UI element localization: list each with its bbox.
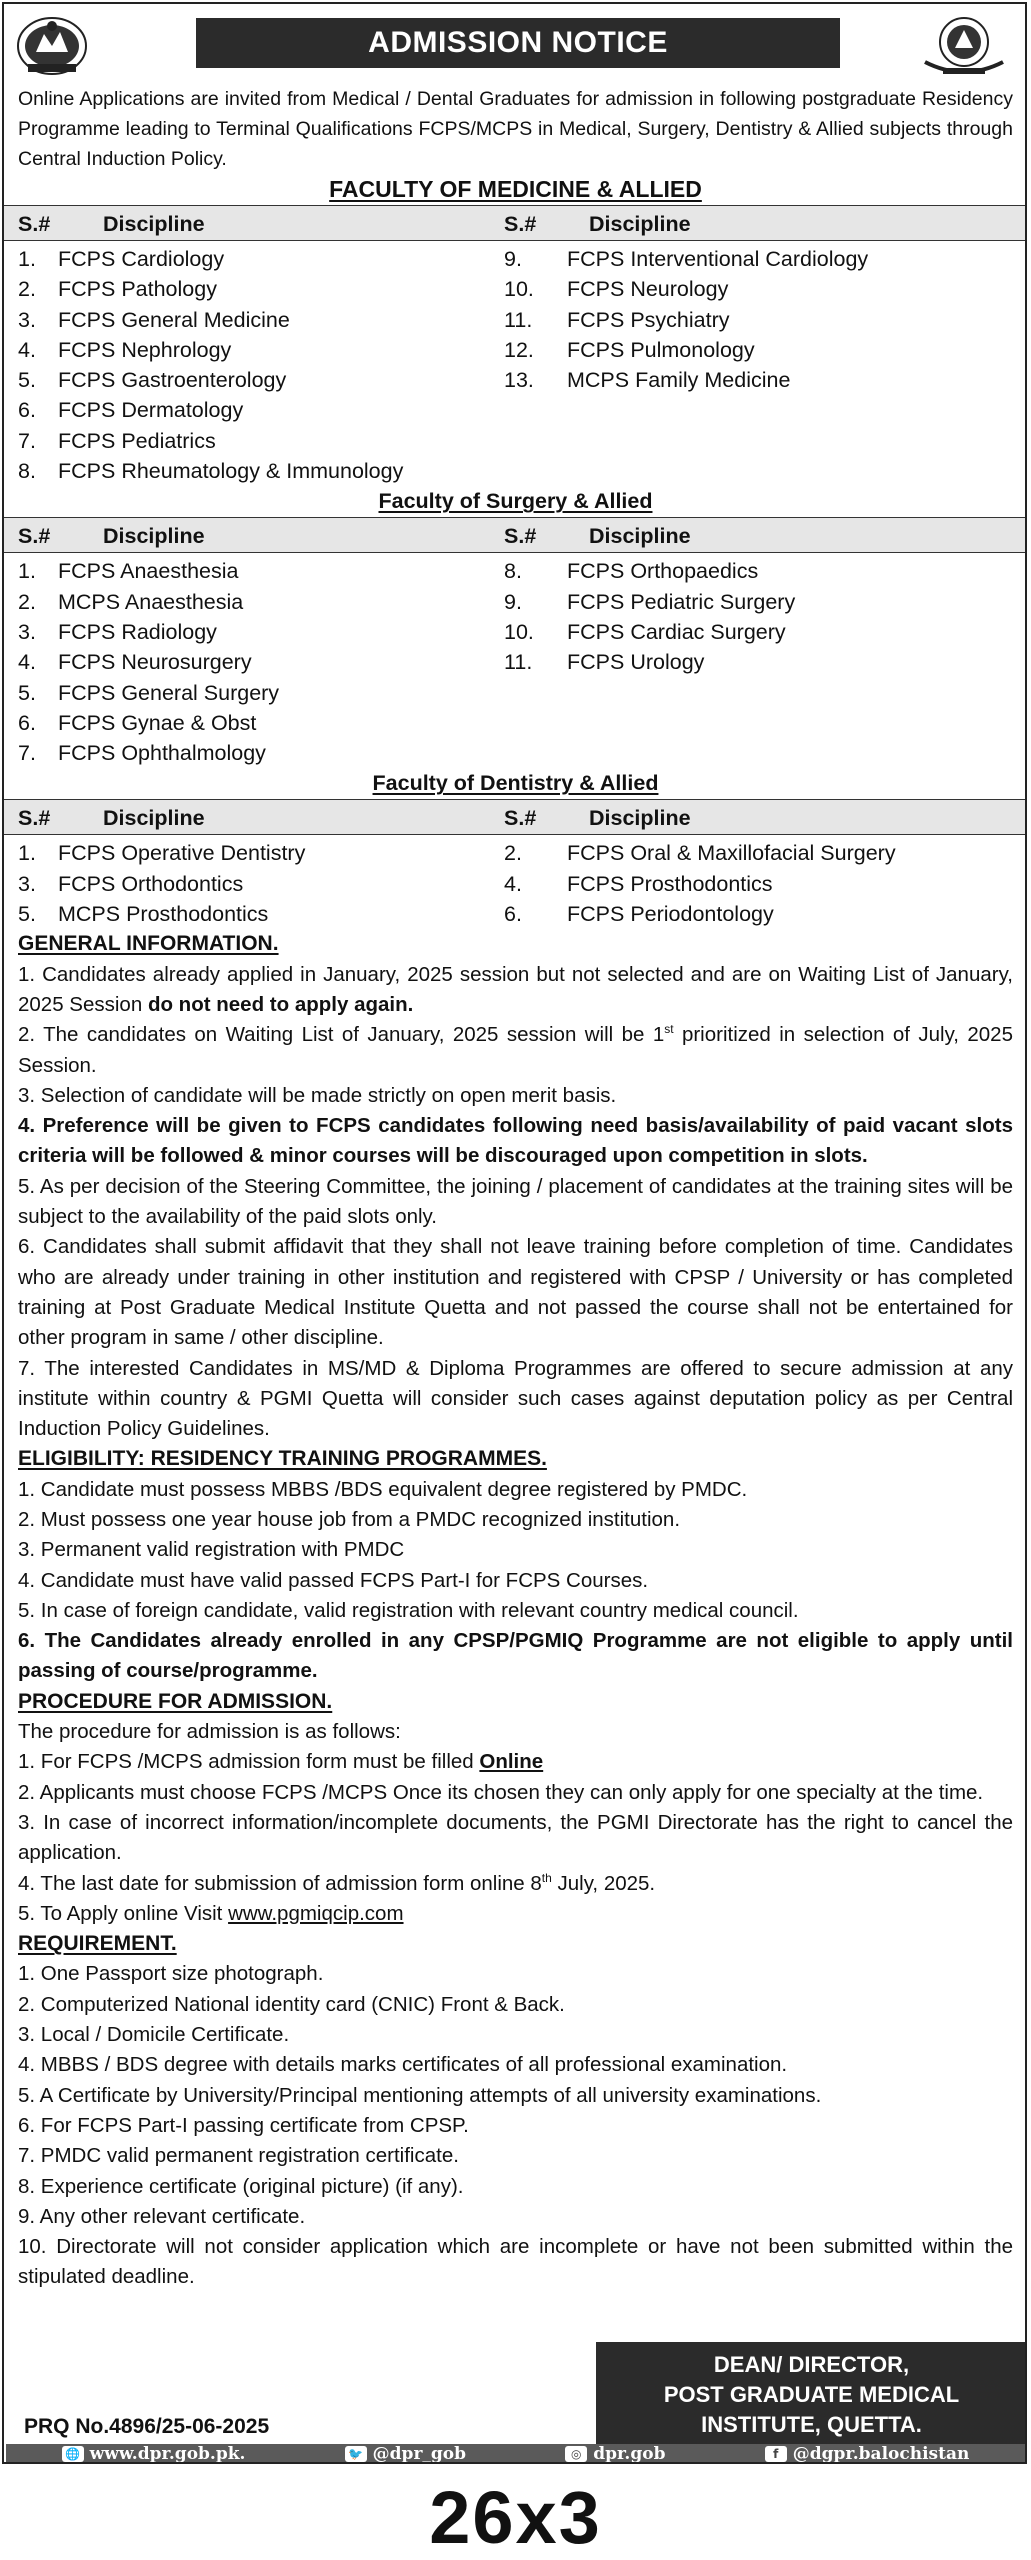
sno-header: S.# bbox=[18, 806, 51, 831]
list-item: 1. FCPS Cardiology bbox=[18, 247, 225, 271]
discipline-header: Discipline bbox=[103, 806, 205, 831]
sno-header: S.# bbox=[504, 524, 537, 549]
footer-twitter[interactable]: 🐦 @dpr_gob bbox=[345, 2444, 466, 2464]
procedure-heading: PROCEDURE FOR ADMISSION. bbox=[18, 1689, 333, 1713]
list-item: 10. FCPS Neurology bbox=[504, 277, 729, 302]
pgmi-institute-logo bbox=[915, 12, 1013, 78]
prq-number: PRQ No.4896/25-06-2025 bbox=[24, 2415, 270, 2438]
procedure-item: 5. To Apply online Visit www.pgmiqcip.com bbox=[18, 1901, 404, 1925]
list-item: 9. FCPS Interventional Cardiology bbox=[504, 247, 869, 271]
eligibility-item: 3. Permanent valid registration with PMDC bbox=[18, 1538, 405, 1562]
requirement-item: 9. Any other relevant certificate. bbox=[18, 2204, 306, 2228]
signature-line: INSTITUTE, QUETTA. bbox=[701, 2412, 922, 2437]
requirement-item: 10. Directorate will not consider application which are incomplete or have not been submitted within the stipulated deadline. bbox=[18, 2235, 1013, 2289]
twitter-icon: 🐦 bbox=[345, 2446, 367, 2462]
requirement-item: 6. For FCPS Part-I passing certificate from CPSP. bbox=[18, 2113, 469, 2137]
procedure-lead: The procedure for admission is as follows: bbox=[18, 1720, 401, 1744]
eligibility-item: 6. The Candidates already enrolled in any CPSP/PGMIQ Programme are not eligible to apply until passing of course/programme. bbox=[18, 1629, 1013, 1683]
general-info-item: 5. As per decision of the Steering Committee, the joining / placement of candidates at the training sites will be subject to the availability of the paid slots only. bbox=[18, 1174, 1013, 1229]
eligibility-item: 5. In case of foreign candidate, valid registration with relevant country medical council. bbox=[18, 1598, 799, 1622]
sno-header: S.# bbox=[504, 806, 537, 831]
signature-line: POST GRADUATE MEDICAL bbox=[663, 2382, 960, 2407]
list-item: 8. FCPS Orthopaedics bbox=[504, 559, 759, 584]
footer-facebook[interactable]: f @dgpr.balochistan bbox=[765, 2444, 970, 2464]
procedure-item: 1. For FCPS /MCPS admission form must be filled Online bbox=[18, 1750, 544, 1774]
list-item: 5. FCPS General Surgery bbox=[18, 680, 280, 705]
procedure-item: 4. The last date for submission of admission form online 8th July, 2025. bbox=[18, 1870, 656, 1895]
instagram-icon: ◎ bbox=[565, 2446, 587, 2462]
requirement-item: 1. One Passport size photograph. bbox=[18, 1962, 324, 1986]
discipline-header: Discipline bbox=[589, 212, 691, 236]
eligibility-item: 2. Must possess one year house job from a PMDC recognized institution. bbox=[18, 1507, 681, 1531]
eligibility-item: 4. Candidate must have valid passed FCPS Part-I for FCPS Courses. bbox=[18, 1568, 649, 1592]
requirement-item: 8. Experience certificate (original picture) (if any). bbox=[18, 2174, 464, 2198]
requirement-item: 2. Computerized National identity card (CNIC) Front & Back. bbox=[18, 1992, 565, 2016]
discipline-header: Discipline bbox=[103, 524, 205, 549]
ad-size-code: 26x3 bbox=[429, 2476, 602, 2559]
discipline-header: Discipline bbox=[589, 806, 691, 831]
list-item: 11. FCPS Urology bbox=[504, 650, 705, 675]
footer-instagram[interactable]: ◎ dpr.gob bbox=[565, 2444, 665, 2464]
list-item: 2. FCPS Oral & Maxillofacial Surgery bbox=[504, 841, 896, 866]
faculty-dentistry-table-header bbox=[4, 799, 1027, 835]
list-item: 4. FCPS Neurosurgery bbox=[18, 650, 252, 675]
faculty-medicine-list bbox=[18, 241, 1013, 486]
list-item: 9. FCPS Pediatric Surgery bbox=[504, 589, 796, 614]
list-item: 4. FCPS Prosthodontics bbox=[504, 871, 773, 896]
eligibility-heading: ELIGIBILITY: RESIDENCY TRAINING PROGRAMMES. bbox=[18, 1447, 547, 1471]
sno-header: S.# bbox=[504, 212, 537, 236]
requirement-item: 3. Local / Domicile Certificate. bbox=[18, 2023, 290, 2047]
list-item: 1. FCPS Operative Dentistry bbox=[18, 841, 306, 866]
list-item: 5. FCPS Gastroenterology bbox=[18, 368, 287, 393]
page-title: ADMISSION NOTICE bbox=[196, 18, 840, 68]
general-info-item: 6. Candidates shall submit affidavit that they shall not leave training before completion of time. Candidates who are already under training in other institution and registered with CPSP / University or has completed training at Post Graduate Medical Institute Quetta and not passed the course shall not be entertained for other program in same / other discipline. bbox=[18, 1235, 1013, 1350]
eligibility-item: 1. Candidate must possess MBBS /BDS equivalent degree registered by PMDC. bbox=[18, 1477, 748, 1501]
general-info-item: 7. The interested Candidates in MS/MD & Diploma Programmes are offered to secure admission at any institute within country & PGMI Quetta will consider such cases against deputation policy as per Central Induction Policy Guidelines. bbox=[18, 1356, 1013, 1441]
facebook-icon: f bbox=[765, 2446, 787, 2462]
balochistan-emblem-logo bbox=[14, 12, 90, 78]
signature-block bbox=[596, 2342, 1027, 2446]
faculty-surgery-table-header bbox=[4, 517, 1027, 553]
list-item: 1. FCPS Anaesthesia bbox=[18, 559, 239, 584]
list-item: 3. FCPS General Medicine bbox=[18, 307, 290, 332]
list-item: 5. MCPS Prosthodontics bbox=[18, 902, 269, 927]
list-item: 6. FCPS Periodontology bbox=[504, 902, 774, 927]
faculty-dentistry-list bbox=[18, 835, 1013, 929]
intro-paragraph: Online Applications are invited from Medical / Dental Graduates for admission in following postgraduate Residency Programme leading to Terminal Qualifications FCPS/MCPS in Medical, Surgery, Dentistry & Allied subjects through Central Induction Policy. bbox=[18, 88, 1013, 170]
requirement-item: 4. MBBS / BDS degree with details marks certificates of all professional examination. bbox=[18, 2053, 788, 2077]
general-info-item: 2. The candidates on Waiting List of January, 2025 session will be 1st prioritized in selection of July, 2025 Session. bbox=[18, 1022, 1013, 1077]
list-item: 7. FCPS Pediatrics bbox=[18, 428, 216, 453]
list-item: 10. FCPS Cardiac Surgery bbox=[504, 619, 786, 644]
footer-website[interactable]: 🌐 www.dpr.gob.pk. bbox=[62, 2444, 246, 2464]
list-item: 4. FCPS Nephrology bbox=[18, 337, 232, 362]
signature-line: DEAN/ DIRECTOR, bbox=[713, 2352, 910, 2377]
discipline-header: Discipline bbox=[589, 524, 691, 549]
notice-header bbox=[4, 4, 1025, 82]
requirement-heading: REQUIREMENT. bbox=[18, 1932, 177, 1956]
list-item: 2. FCPS Pathology bbox=[18, 277, 217, 302]
list-item: 6. FCPS Gynae & Obst bbox=[18, 710, 257, 735]
footer-social-bar bbox=[6, 2444, 1025, 2464]
faculty-medicine-table-header bbox=[4, 205, 1027, 241]
general-info-item: 3. Selection of candidate will be made strictly on open merit basis. bbox=[18, 1083, 617, 1107]
faculty-medicine-title: FACULTY OF MEDICINE & ALLIED bbox=[329, 176, 702, 202]
notice-content bbox=[18, 84, 1013, 2293]
requirement-item: 5. A Certificate by University/Principal mentioning attempts of all university examinations. bbox=[18, 2083, 822, 2107]
list-item: 6. FCPS Dermatology bbox=[18, 398, 244, 423]
list-item: 3. FCPS Radiology bbox=[18, 619, 217, 644]
general-info-item: 4. Preference will be given to FCPS candidates following need basis/availability of paid vacant slots criteria will be followed & minor courses will be discouraged upon competition in slots. bbox=[18, 1114, 1013, 1168]
faculty-surgery-list bbox=[18, 553, 1013, 768]
list-item: 7. FCPS Ophthalmology bbox=[18, 741, 266, 766]
admission-notice bbox=[2, 2, 1027, 2464]
procedure-item: 2. Applicants must choose FCPS /MCPS Once its chosen they can only apply for one specialty at the time. bbox=[18, 1780, 984, 1804]
list-item: 13. MCPS Family Medicine bbox=[504, 368, 791, 393]
list-item: 2. MCPS Anaesthesia bbox=[18, 589, 244, 614]
requirement-item: 7. PMDC valid permanent registration certificate. bbox=[18, 2144, 459, 2168]
list-item: 12. FCPS Pulmonology bbox=[504, 337, 755, 362]
list-item: 8. FCPS Rheumatology & Immunology bbox=[18, 459, 404, 484]
general-info-heading: GENERAL INFORMATION. bbox=[18, 932, 279, 956]
sno-header: S.# bbox=[18, 524, 51, 549]
apply-online-link[interactable]: www.pgmiqcip.com bbox=[228, 1901, 404, 1925]
list-item: 3. FCPS Orthodontics bbox=[18, 871, 244, 896]
sno-header: S.# bbox=[18, 212, 51, 236]
general-info-item: 1. Candidates already applied in January, 2025 session but not selected and are on Waiting List of January, 2025 Session do not need to apply again. bbox=[18, 962, 1013, 1016]
globe-icon: 🌐 bbox=[62, 2446, 84, 2462]
discipline-header: Discipline bbox=[103, 212, 205, 236]
faculty-dentistry-title: Faculty of Dentistry & Allied bbox=[372, 771, 659, 796]
faculty-surgery-title: Faculty of Surgery & Allied bbox=[378, 489, 653, 514]
list-item: 11. FCPS Psychiatry bbox=[504, 307, 730, 332]
procedure-item: 3. In case of incorrect information/incomplete documents, the PGMI Directorate has the right to cancel the application. bbox=[18, 1810, 1013, 1865]
